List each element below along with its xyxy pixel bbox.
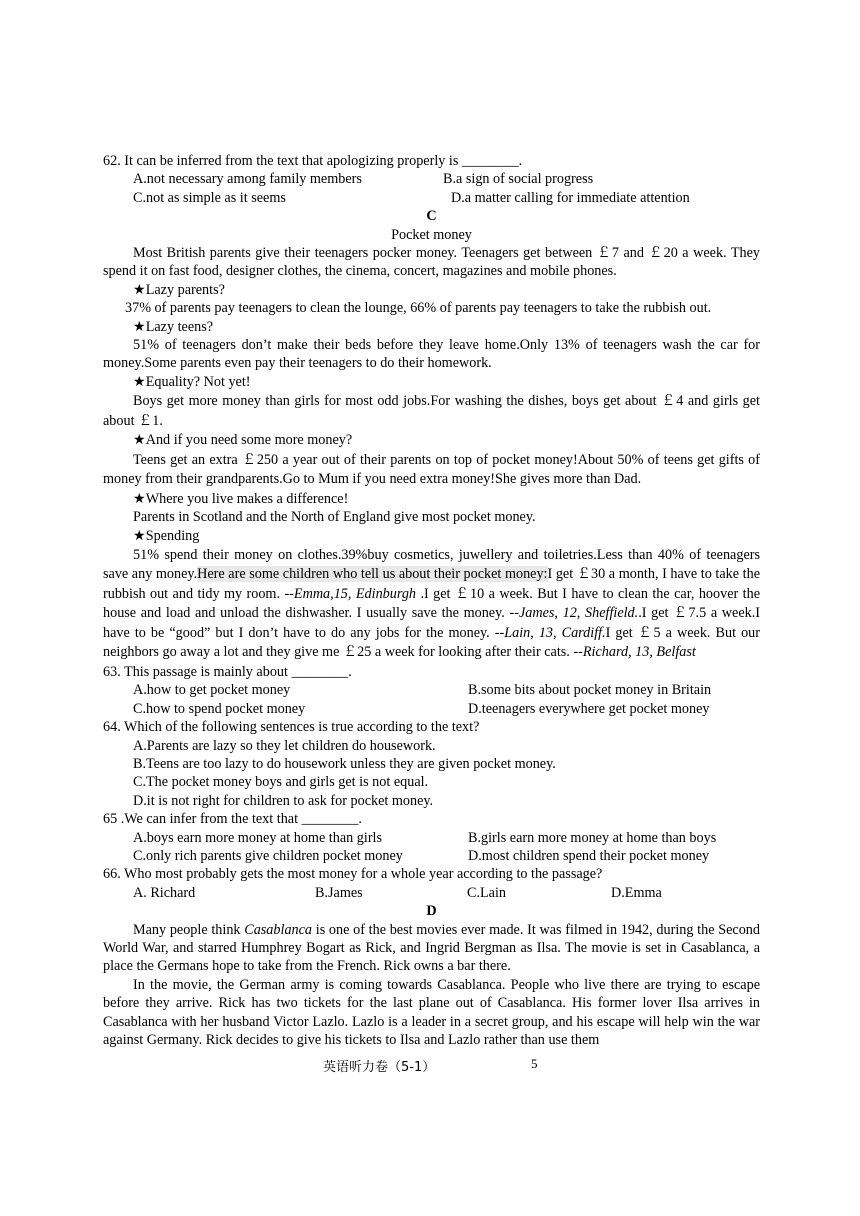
question-66-stem: 66. Who most probably gets the most money for a whole year according to the passage? bbox=[103, 866, 603, 883]
spending-text-3: .I get ￡10 a week. But I have to clean the car, hoover the house and load and unload the dishwasher. I usually save the money. bbox=[103, 585, 760, 622]
movie-title: Casablanca bbox=[244, 921, 313, 938]
signature-emma: --Emma,15, Edinburgh bbox=[284, 585, 417, 602]
q66-option-a: A. Richard bbox=[133, 884, 196, 901]
q63-option-d: D.teenagers everywhere get pocket money bbox=[468, 700, 710, 717]
section-d-paragraph-2: In the movie, the German army is coming towards Casablanca. People who live there are trying to escape before they arrive. Rick has two tickets for the last plane out of Casablanca. His former lover Ilsa arrives in Casablanca with her husband Victor Lazlo. Lazlo is a leader in a secret group, and his escape will help win the war against Germany. Rick decides to give his tickets to Ilsa and Lazlo rather than use them bbox=[103, 976, 760, 1049]
page-number: 5 bbox=[531, 1056, 538, 1071]
spending-text-2: I get ￡30 a month, I have to take the rubbish out and tidy my room. bbox=[103, 566, 760, 602]
q63-option-a: A.how to get pocket money bbox=[133, 682, 291, 699]
paragraph-more-money: Teens get an extra ￡250 a year out of their parents on top of pocket money!About 50% of teens get gifts of money from their grandparents.Go to Mum if you need extra money!She gives more than Dad. bbox=[103, 451, 760, 488]
footer-title: 英语听力卷（5-1） bbox=[323, 1060, 436, 1075]
question-62-options-row-1 bbox=[103, 170, 760, 188]
section-c-intro: Most British parents give their teenagers pocker money. Teenagers get between ￡7 and ￡20 a week. They spend it on fast food, designer clothes, the cinema, concert, magazines and mobile phones. bbox=[103, 245, 760, 280]
q62-option-c: C.not as simple as it seems bbox=[133, 189, 286, 206]
heading-more-money: ★And if you need some more money? bbox=[133, 432, 353, 449]
question-62-options-row-2 bbox=[103, 189, 760, 207]
paragraph-lazy-teens: 51% of teenagers don’t make their beds before they leave home.Only 13% of teenagers wash the car for money.Some parents even pay their teenagers to do their homework. bbox=[103, 337, 760, 372]
highlighted-sentence: Here are some children who tell us about their pocket money: bbox=[197, 566, 548, 583]
q66-option-d: D.Emma bbox=[611, 884, 662, 901]
q65-option-a: A.boys earn more money at home than girls bbox=[133, 829, 383, 846]
heading-where-you-live: ★Where you live makes a difference! bbox=[133, 490, 349, 507]
question-64-stem: 64. Which of the following sentences is true according to the text? bbox=[103, 719, 480, 736]
section-d-p1-text-a: Many people think bbox=[133, 921, 245, 938]
q62-option-d: D.a matter calling for immediate attention bbox=[451, 189, 690, 206]
question-66-options bbox=[103, 884, 760, 902]
section-d-paragraph-1 bbox=[103, 921, 760, 976]
section-c-letter: C bbox=[426, 208, 437, 225]
q63-option-b: B.some bits about pocket money in Britain bbox=[468, 682, 712, 699]
spending-text-1: 51% spend their money on clothes.39%buy cosmetics, juwellery and toiletries.Less than 40% of teenagers save any money. bbox=[103, 546, 760, 583]
heading-lazy-teens: ★Lazy teens? bbox=[133, 318, 214, 335]
question-62-stem: 62. It can be inferred from the text that apologizing properly is ________. bbox=[103, 153, 523, 169]
q65-option-d: D.most children spend their pocket money bbox=[468, 847, 710, 864]
spending-text-5: I get ￡5 a week. But our neighbors go away a lot and they give me ￡25 a week for looking after their cats. bbox=[103, 624, 760, 661]
q65-option-c: C.only rich parents give children pocket money bbox=[133, 847, 403, 864]
q66-option-b: B.James bbox=[315, 884, 363, 901]
question-65-options-row-1 bbox=[103, 829, 760, 847]
q64-option-c: C.The pocket money boys and girls get is not equal. bbox=[133, 774, 429, 791]
q66-option-c: C.Lain bbox=[467, 884, 507, 901]
signature-james: --James, 12, Sheffield. bbox=[509, 605, 639, 622]
q62-option-b: B.a sign of social progress bbox=[443, 171, 594, 188]
section-c-title: Pocket money bbox=[391, 226, 472, 243]
q64-option-a: A.Parents are lazy so they let children do housework. bbox=[133, 737, 436, 754]
heading-equality: ★Equality? Not yet! bbox=[133, 373, 251, 390]
q65-option-b: B.girls earn more money at home than boys bbox=[468, 829, 717, 846]
question-63-options-row-1 bbox=[103, 681, 760, 699]
question-63-stem: 63. This passage is mainly about ________. bbox=[103, 663, 352, 680]
q64-option-b: B.Teens are too lazy to do housework unless they are given pocket money. bbox=[133, 755, 556, 772]
question-65-stem: 65 .We can infer from the text that ________. bbox=[103, 811, 362, 828]
paragraph-where-you-live: Parents in Scotland and the North of England give most pocket money. bbox=[133, 509, 536, 526]
section-d-letter: D bbox=[426, 903, 437, 920]
heading-spending: ★Spending bbox=[133, 527, 200, 544]
heading-lazy-parents: ★Lazy parents? bbox=[133, 281, 225, 298]
q64-option-d: D.it is not right for children to ask for pocket money. bbox=[133, 792, 434, 809]
section-d-p1-text-b: is one of the best movies ever made. It was filmed in 1942, during the Second World War, and starred Humphrey Bogart as Rick, and Ingrid Bergman as Ilsa. The movie is set in Casablanca, a place the Germans hope to take from the French. Rick owns a bar there. bbox=[103, 921, 760, 975]
q62-option-a: A.not necessary among family members bbox=[133, 171, 362, 188]
paragraph-spending bbox=[103, 546, 760, 663]
document-page bbox=[103, 152, 760, 1049]
signature-lain: --Lain, 13, Cardiff. bbox=[494, 624, 606, 641]
paragraph-lazy-parents: 37% of parents pay teenagers to clean the lounge, 66% of parents pay teenagers to take the rubbish out. bbox=[125, 300, 712, 317]
question-65-options-row-2 bbox=[103, 847, 760, 865]
signature-richard: --Richard, 13, Belfast bbox=[573, 644, 696, 661]
spending-text-4: .I get ￡7.5 a week.I have to be “good” but I don’t have to do any jobs for the money. bbox=[103, 605, 761, 641]
paragraph-equality: Boys get more money than girls for most odd jobs.For washing the dishes, boys get about ￡4 and girls get about ￡1. bbox=[103, 393, 760, 429]
q63-option-c: C.how to spend pocket money bbox=[133, 700, 306, 717]
question-63-options-row-2 bbox=[103, 700, 760, 718]
